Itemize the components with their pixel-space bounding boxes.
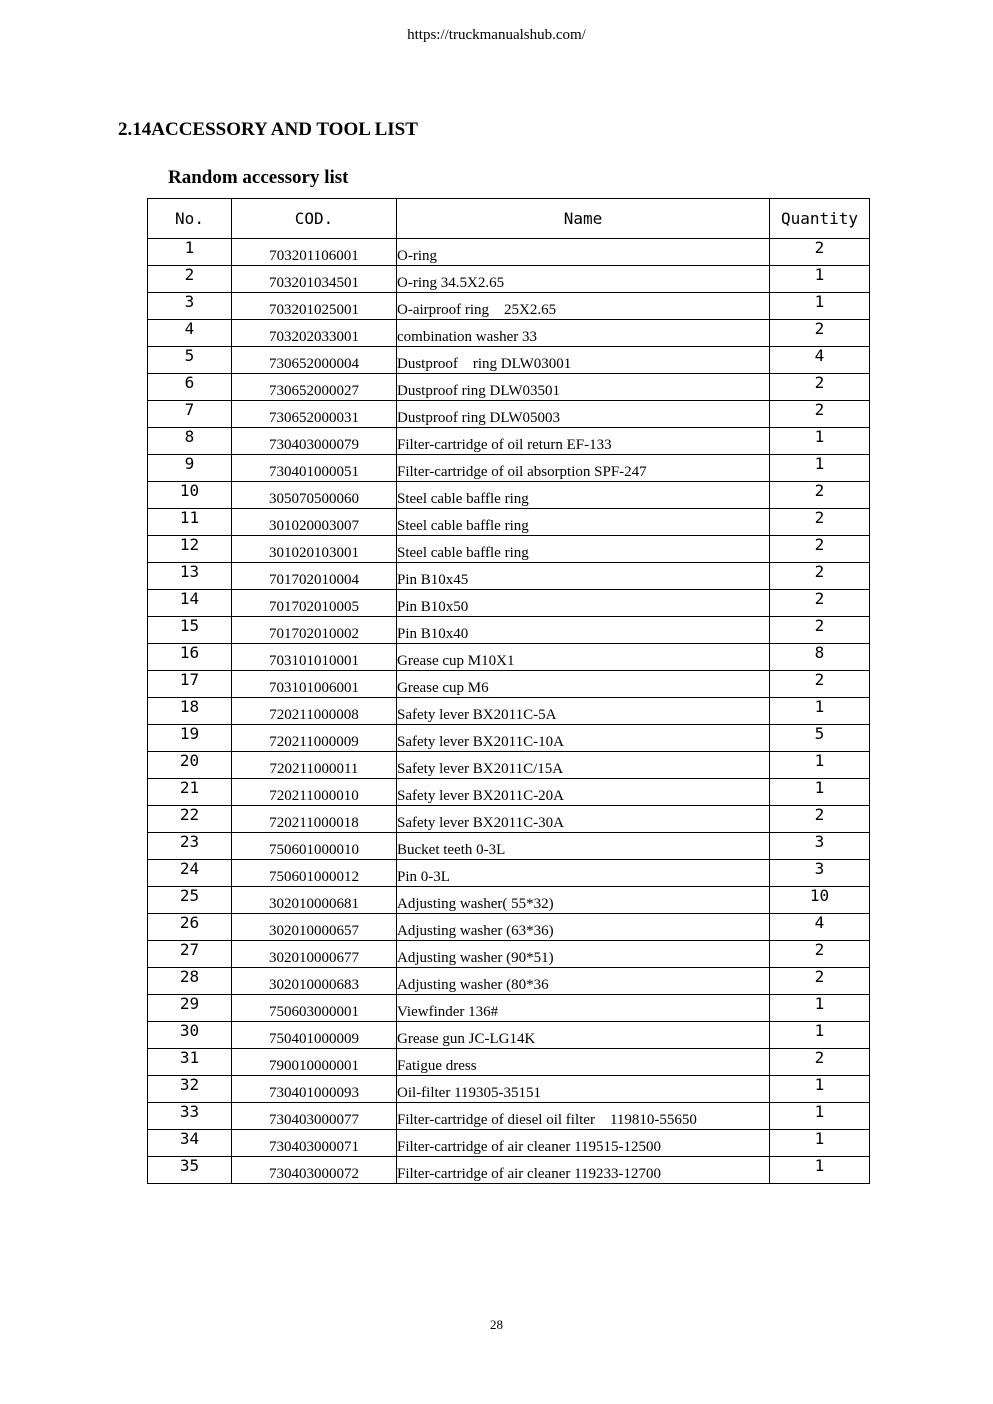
part-code: 701702010004	[232, 563, 397, 590]
part-code: 703201106001	[232, 239, 397, 266]
quantity-cell: 1	[770, 995, 870, 1022]
row-number: 24	[148, 860, 232, 887]
part-name: Safety lever BX2011C-10A	[397, 725, 770, 752]
row-number: 11	[148, 509, 232, 536]
quantity-cell: 2	[770, 806, 870, 833]
quantity-cell: 2	[770, 374, 870, 401]
part-code: 703101006001	[232, 671, 397, 698]
quantity-cell: 2	[770, 941, 870, 968]
quantity-cell: 8	[770, 644, 870, 671]
row-number: 3	[148, 293, 232, 320]
part-name: Safety lever BX2011C-5A	[397, 698, 770, 725]
header-cod: COD.	[232, 199, 397, 239]
quantity-cell: 2	[770, 617, 870, 644]
table-row	[148, 1130, 870, 1157]
table-row	[148, 644, 870, 671]
table-row	[148, 1157, 870, 1184]
row-number: 35	[148, 1157, 232, 1184]
header-name: Name	[397, 199, 770, 239]
quantity-cell: 2	[770, 536, 870, 563]
part-code: 302010000681	[232, 887, 397, 914]
row-number: 21	[148, 779, 232, 806]
part-code: 302010000677	[232, 941, 397, 968]
part-name: Dustproof ring DLW05003	[397, 401, 770, 428]
part-name: Grease cup M6	[397, 671, 770, 698]
row-number: 2	[148, 266, 232, 293]
quantity-cell: 1	[770, 698, 870, 725]
header-no: No.	[148, 199, 232, 239]
quantity-cell: 1	[770, 293, 870, 320]
table-row	[148, 1049, 870, 1076]
quantity-cell: 1	[770, 1130, 870, 1157]
part-name: Filter-cartridge of oil return EF-133	[397, 428, 770, 455]
row-number: 18	[148, 698, 232, 725]
quantity-cell: 1	[770, 1157, 870, 1184]
part-name: Filter-cartridge of air cleaner 119233-12700	[397, 1157, 770, 1184]
row-number: 13	[148, 563, 232, 590]
row-number: 20	[148, 752, 232, 779]
table-row	[148, 455, 870, 482]
row-number: 25	[148, 887, 232, 914]
row-number: 26	[148, 914, 232, 941]
table-row	[148, 239, 870, 266]
part-code: 703201034501	[232, 266, 397, 293]
quantity-cell: 2	[770, 1049, 870, 1076]
table-row	[148, 536, 870, 563]
quantity-cell: 1	[770, 779, 870, 806]
part-code: 730403000077	[232, 1103, 397, 1130]
quantity-cell: 1	[770, 266, 870, 293]
part-code: 301020003007	[232, 509, 397, 536]
table-row	[148, 347, 870, 374]
table-row	[148, 887, 870, 914]
quantity-cell: 1	[770, 1022, 870, 1049]
table-row	[148, 806, 870, 833]
part-code: 701702010002	[232, 617, 397, 644]
part-code: 730403000079	[232, 428, 397, 455]
part-code: 720211000008	[232, 698, 397, 725]
part-name: Steel cable baffle ring	[397, 536, 770, 563]
quantity-cell: 1	[770, 1076, 870, 1103]
quantity-cell: 4	[770, 347, 870, 374]
table-row	[148, 833, 870, 860]
part-code: 720211000011	[232, 752, 397, 779]
part-code: 730403000071	[232, 1130, 397, 1157]
part-name: Pin 0-3L	[397, 860, 770, 887]
part-name: Safety lever BX2011C-20A	[397, 779, 770, 806]
part-name: Oil-filter 119305-35151	[397, 1076, 770, 1103]
row-number: 15	[148, 617, 232, 644]
table-row	[148, 752, 870, 779]
row-number: 33	[148, 1103, 232, 1130]
quantity-cell: 2	[770, 968, 870, 995]
table-row	[148, 617, 870, 644]
table-row	[148, 671, 870, 698]
row-number: 17	[148, 671, 232, 698]
part-name: Filter-cartridge of air cleaner 119515-12500	[397, 1130, 770, 1157]
table-row	[148, 698, 870, 725]
part-code: 701702010005	[232, 590, 397, 617]
row-number: 22	[148, 806, 232, 833]
part-name: Safety lever BX2011C/15A	[397, 752, 770, 779]
part-code: 730401000051	[232, 455, 397, 482]
table-row	[148, 1022, 870, 1049]
table-row	[148, 1103, 870, 1130]
section-title: 2.14ACCESSORY AND TOOL LIST	[118, 119, 418, 140]
row-number: 10	[148, 482, 232, 509]
part-code: 730652000027	[232, 374, 397, 401]
part-code: 790010000001	[232, 1049, 397, 1076]
row-number: 1	[148, 239, 232, 266]
part-code: 720211000010	[232, 779, 397, 806]
part-code: 750401000009	[232, 1022, 397, 1049]
subsection-title: Random accessory list	[168, 167, 349, 188]
table-row	[148, 374, 870, 401]
table-row	[148, 482, 870, 509]
row-number: 30	[148, 1022, 232, 1049]
part-name: Bucket teeth 0-3L	[397, 833, 770, 860]
part-name: Adjusting washer( 55*32)	[397, 887, 770, 914]
quantity-cell: 2	[770, 482, 870, 509]
part-name: Dustproof ring DLW03501	[397, 374, 770, 401]
table-header-row	[148, 199, 870, 239]
row-number: 8	[148, 428, 232, 455]
row-number: 9	[148, 455, 232, 482]
part-name: Pin B10x45	[397, 563, 770, 590]
part-name: Filter-cartridge of diesel oil filter 119810-55650	[397, 1103, 770, 1130]
quantity-cell: 4	[770, 914, 870, 941]
part-name: Steel cable baffle ring	[397, 482, 770, 509]
table-row	[148, 590, 870, 617]
part-name: Dustproof ring DLW03001	[397, 347, 770, 374]
table-row	[148, 563, 870, 590]
row-number: 14	[148, 590, 232, 617]
part-code: 750601000010	[232, 833, 397, 860]
part-name: Filter-cartridge of oil absorption SPF-247	[397, 455, 770, 482]
quantity-cell: 2	[770, 320, 870, 347]
part-code: 750603000001	[232, 995, 397, 1022]
quantity-cell: 3	[770, 860, 870, 887]
row-number: 29	[148, 995, 232, 1022]
part-code: 703202033001	[232, 320, 397, 347]
table-row	[148, 401, 870, 428]
table-row	[148, 725, 870, 752]
accessory-table	[147, 198, 870, 1184]
part-name: O-ring	[397, 239, 770, 266]
part-code: 730652000031	[232, 401, 397, 428]
part-code: 730403000072	[232, 1157, 397, 1184]
part-name: Adjusting washer (90*51)	[397, 941, 770, 968]
table-row	[148, 941, 870, 968]
part-name: Viewfinder 136#	[397, 995, 770, 1022]
quantity-cell: 2	[770, 671, 870, 698]
table-body	[148, 239, 870, 1184]
row-number: 4	[148, 320, 232, 347]
part-code: 302010000683	[232, 968, 397, 995]
part-code: 720211000018	[232, 806, 397, 833]
quantity-cell: 2	[770, 239, 870, 266]
part-code: 302010000657	[232, 914, 397, 941]
quantity-cell: 2	[770, 401, 870, 428]
row-number: 23	[148, 833, 232, 860]
row-number: 31	[148, 1049, 232, 1076]
row-number: 16	[148, 644, 232, 671]
page-number: 28	[490, 1317, 503, 1332]
table-row	[148, 1076, 870, 1103]
table-row	[148, 779, 870, 806]
part-name: combination washer 33	[397, 320, 770, 347]
part-name: Grease cup M10X1	[397, 644, 770, 671]
row-number: 28	[148, 968, 232, 995]
part-name: O-airproof ring 25X2.65	[397, 293, 770, 320]
part-code: 730652000004	[232, 347, 397, 374]
part-code: 703201025001	[232, 293, 397, 320]
part-name: Pin B10x40	[397, 617, 770, 644]
part-name: Steel cable baffle ring	[397, 509, 770, 536]
quantity-cell: 1	[770, 752, 870, 779]
row-number: 7	[148, 401, 232, 428]
part-name: Adjusting washer (80*36	[397, 968, 770, 995]
quantity-cell: 10	[770, 887, 870, 914]
part-name: Safety lever BX2011C-30A	[397, 806, 770, 833]
source-url[interactable]: https://truckmanualshub.com/	[407, 27, 586, 43]
table-row	[148, 428, 870, 455]
row-number: 34	[148, 1130, 232, 1157]
table-row	[148, 293, 870, 320]
part-name: Pin B10x50	[397, 590, 770, 617]
header-quantity: Quantity	[770, 199, 870, 239]
table-row	[148, 914, 870, 941]
part-name: Grease gun JC-LG14K	[397, 1022, 770, 1049]
quantity-cell: 3	[770, 833, 870, 860]
table-row	[148, 860, 870, 887]
table-row	[148, 995, 870, 1022]
row-number: 32	[148, 1076, 232, 1103]
table-row	[148, 509, 870, 536]
quantity-cell: 2	[770, 590, 870, 617]
part-name: Adjusting washer (63*36)	[397, 914, 770, 941]
table-row	[148, 968, 870, 995]
quantity-cell: 1	[770, 455, 870, 482]
quantity-cell: 1	[770, 428, 870, 455]
part-code: 703101010001	[232, 644, 397, 671]
row-number: 6	[148, 374, 232, 401]
part-name: O-ring 34.5X2.65	[397, 266, 770, 293]
row-number: 12	[148, 536, 232, 563]
table-row	[148, 320, 870, 347]
part-code: 750601000012	[232, 860, 397, 887]
part-code: 730401000093	[232, 1076, 397, 1103]
part-name: Fatigue dress	[397, 1049, 770, 1076]
part-code: 720211000009	[232, 725, 397, 752]
row-number: 5	[148, 347, 232, 374]
table-row	[148, 266, 870, 293]
quantity-cell: 5	[770, 725, 870, 752]
part-code: 305070500060	[232, 482, 397, 509]
quantity-cell: 2	[770, 509, 870, 536]
part-code: 301020103001	[232, 536, 397, 563]
row-number: 27	[148, 941, 232, 968]
quantity-cell: 2	[770, 563, 870, 590]
row-number: 19	[148, 725, 232, 752]
quantity-cell: 1	[770, 1103, 870, 1130]
